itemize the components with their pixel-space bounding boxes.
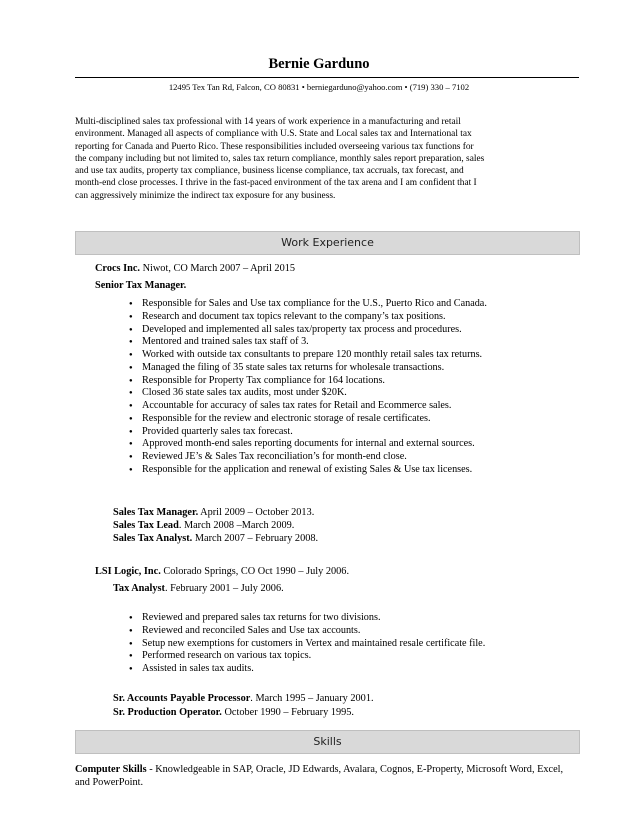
list-item: ● Reviewed and prepared sales tax returns for two divisions.	[126, 612, 586, 625]
prior-role-dates: March 2007 – February 2008.	[192, 533, 319, 544]
section-header-skills: Skills	[75, 730, 580, 754]
list-item: ● Assisted in sales tax audits.	[126, 663, 586, 676]
job-title: Tax Analyst	[113, 583, 165, 594]
summary-line: and use tax audits, property tax compliance, business license compliance, tax accruals, tax forecast, and	[75, 166, 464, 177]
employer-location-dates: Colorado Springs, CO Oct 1990 – July 2006.	[160, 566, 350, 577]
contact-address: 12495 Tex Tan Rd, Falcon, CO 80831	[168, 82, 300, 92]
list-item: ● Provided quarterly sales tax forecast.	[126, 426, 586, 439]
employer-line-lsi	[95, 566, 349, 577]
list-item: ● Responsible for Sales and Use tax compliance for the U.S., Puerto Rico and Canada.	[126, 298, 586, 311]
candidate-name: Bernie Garduno	[268, 56, 370, 72]
section-header-work-experience: Work Experience	[75, 231, 580, 255]
prior-role	[113, 507, 314, 518]
summary-line: Multi-disciplined sales tax professional with 14 years of work experience in a manufacturing and retail	[75, 117, 461, 127]
prior-role	[113, 533, 318, 544]
list-item: ● Responsible for Property Tax compliance for 164 locations.	[126, 375, 586, 388]
summary-line: month-end close processes. I thrive in the fast-paced environment of the tax arena and I am confident that I	[75, 178, 477, 189]
summary-line: reporting for Canada and Puerto Rico. These responsibilities included overseeing various tax functions for	[75, 141, 474, 152]
responsibility-list-crocs	[126, 298, 586, 477]
employer-name: Crocs Inc.	[95, 263, 140, 274]
job-title-line	[113, 583, 284, 594]
list-item: ● Research and document tax topics relevant to the company’s tax positions.	[126, 311, 586, 324]
contact-email: berniegarduno@yahoo.com	[306, 82, 403, 92]
professional-summary	[75, 116, 581, 202]
summary-line: the company including but not limited to, sales tax return compliance, monthly sales report preparation, sales	[75, 153, 485, 164]
prior-role-dates: . March 1995 – January 2001.	[250, 693, 374, 704]
list-item: ● Mentored and trained sales tax staff of 3.	[126, 336, 586, 349]
prior-role-title: Sales Tax Manager.	[113, 507, 199, 518]
prior-role	[113, 707, 354, 718]
list-item: ● Reviewed and reconciled Sales and Use tax accounts.	[126, 625, 586, 638]
list-item: ● Approved month-end sales reporting documents for internal and external sources.	[126, 438, 586, 451]
contact-separator: •	[301, 82, 305, 92]
prior-role-title: Sr. Production Operator.	[113, 707, 222, 718]
prior-role-dates: October 1990 – February 1995.	[221, 707, 355, 718]
header-divider	[75, 77, 579, 78]
prior-role-title: Sr. Accounts Payable Processor	[113, 693, 251, 704]
employer-name: LSI Logic, Inc.	[95, 566, 161, 577]
summary-line: environment. Managed all aspects of compliance with U.S. State and Local sales tax and International tax	[75, 129, 472, 140]
contact-separator: •	[404, 82, 408, 92]
list-item: ● Reviewed JE’s & Sales Tax reconciliation’s for month-end close.	[126, 451, 586, 464]
job-title: Senior Tax Manager.	[95, 280, 187, 291]
list-item: ● Closed 36 state sales tax audits, most under $20K.	[126, 387, 586, 400]
list-item: ● Responsible for the application and renewal of existing Sales & Use tax licenses.	[126, 464, 586, 477]
prior-role-dates: April 2009 – October 2013.	[198, 507, 315, 518]
contact-phone: (719) 330 – 7102	[409, 82, 470, 92]
list-item: ● Setup new exemptions for customers in Vertex and maintained resale certificate file.	[126, 638, 586, 651]
skills-label: Computer Skills	[75, 764, 147, 775]
list-item: ● Accountable for accuracy of sales tax rates for Retail and Ecommerce sales.	[126, 400, 586, 413]
prior-role-title: Sales Tax Lead	[113, 520, 179, 531]
prior-role-title: Sales Tax Analyst.	[113, 533, 193, 544]
skills-text: - Knowledgeable in SAP, Oracle, JD Edwards, Avalara, Cognos, E-Property, Microsoft Word, Excel, and PowerPoint.	[75, 764, 564, 788]
list-item: ● Worked with outside tax consultants to prepare 120 monthly retail sales tax returns.	[126, 349, 586, 362]
list-item: ● Developed and implemented all sales tax/property tax process and procedures.	[126, 324, 586, 337]
employer-location-dates: Niwot, CO March 2007 – April 2015	[140, 263, 296, 274]
employer-line-crocs	[95, 263, 295, 274]
list-item: ● Managed the filing of 35 state sales tax returns for wholesale transactions.	[126, 362, 586, 375]
prior-role-dates: . March 2008 –March 2009.	[178, 520, 295, 531]
job-dates: . February 2001 – July 2006.	[164, 583, 284, 594]
skills-paragraph	[75, 763, 575, 789]
summary-line: can aggressively minimize the indirect tax exposure for any business.	[75, 190, 336, 201]
list-item: ● Responsible for the review and electronic storage of resale certificates.	[126, 413, 586, 426]
responsibility-list-lsi	[126, 612, 586, 676]
contact-line	[0, 82, 638, 92]
list-item: ● Performed research on various tax topics.	[126, 650, 586, 663]
prior-role	[113, 693, 374, 704]
prior-role	[113, 520, 294, 531]
